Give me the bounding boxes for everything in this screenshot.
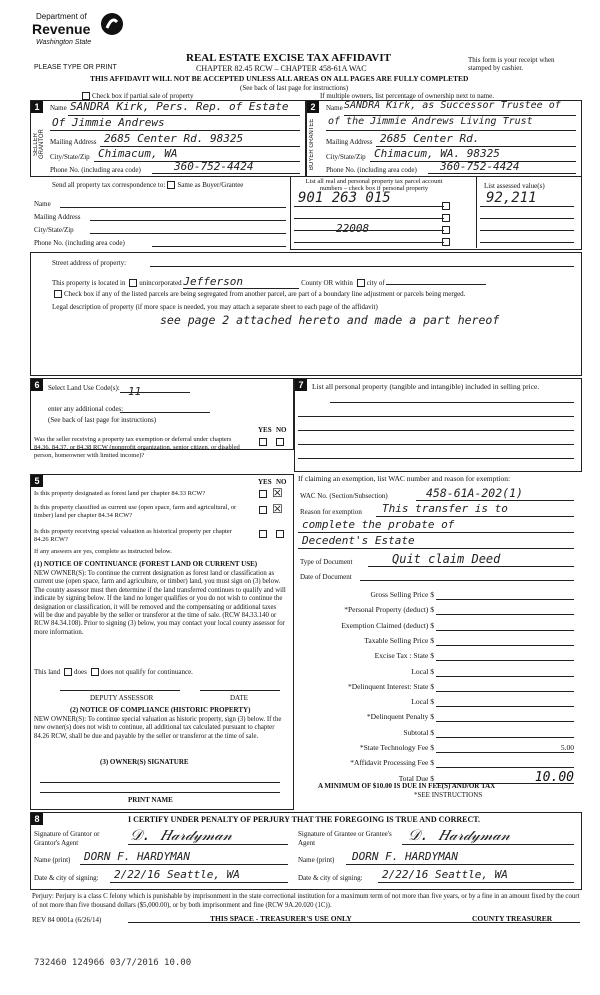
see-instructions: *SEE INSTRUCTIONS — [414, 791, 483, 799]
date-doc-label: Date of Document — [300, 573, 352, 581]
parcel-checkbox-1[interactable] — [442, 202, 450, 210]
tax-row-value[interactable]: 5.00 — [560, 743, 574, 752]
owner-sig-label: (3) OWNER(S) SIGNATURE — [100, 758, 189, 766]
corr-label: Send all property tax correspondence to: — [52, 181, 166, 189]
q3-yes[interactable] — [259, 506, 267, 514]
name-grantee[interactable]: DORN F. HARDYMAN — [352, 850, 458, 863]
county-value[interactable]: Jefferson — [183, 275, 299, 289]
sig-grantor[interactable]: 𝒟. 𝐻𝒶𝓇𝒹𝓎𝓂𝒶𝓃 — [130, 826, 233, 844]
please-type: PLEASE TYPE OR PRINT — [34, 64, 117, 71]
tax-row-label: *State Technology Fee $ — [359, 743, 434, 752]
perjury-text: Perjury: Perjury is a class C felony which is punishable by imprisonment in the state correctional institution for a maximum term of not more than five years, or by a fine in an amount fixed by the court of not more than five thousand dollars ($5,000.00), or by both imprisonment and fine (RCW 9A.20.020 (1C)). — [32, 893, 580, 909]
seller-side-label: SELLER GRANTOR — [33, 129, 45, 159]
section-1-badge: 1 — [31, 101, 43, 113]
county-label: County OR within — [301, 279, 353, 287]
minimum-text: A MINIMUM OF $10.00 IS DUE IN FEE(S) AND/OR TAX — [318, 782, 496, 790]
buyer-addr[interactable]: 2685 Center Rd. — [380, 132, 480, 145]
no-label-1: NO — [276, 426, 287, 434]
q1-yes[interactable] — [259, 438, 267, 446]
print-name-label: PRINT NAME — [128, 796, 173, 804]
unincorporated-checkbox[interactable] — [129, 279, 137, 287]
seller-addr-label: Mailing Address — [50, 138, 97, 146]
parcel-checkbox-2[interactable] — [442, 214, 450, 222]
parcel-checkbox-4[interactable] — [442, 238, 450, 246]
reason-value2[interactable]: complete the probate of — [302, 518, 455, 531]
doc-label: Type of Document — [300, 558, 353, 566]
section-2-badge: 2 — [307, 101, 319, 113]
tax-row-label: Taxable Selling Price $ — [364, 636, 434, 645]
seller-phone[interactable]: 360-752-4424 — [174, 160, 254, 173]
q3-text: Is this property classified as current use (open space, farm and agricultural, or timber) land per chapter 84.34 RCW? — [34, 504, 237, 519]
legal-label: Legal description of property (if more space is needed, you may attach a separate sheet to each page of the affidavit) — [52, 303, 378, 311]
legal-value[interactable]: see page 2 attached hereto and made a part hereof — [160, 313, 500, 327]
unincorporated-label: unincorporated — [139, 279, 182, 287]
corr-addr-label: Mailing Address — [34, 213, 81, 221]
landuse-seeback: (See back of last page for instructions) — [48, 416, 157, 424]
county-treasurer-label: COUNTY TREASURER — [472, 914, 553, 923]
buyer-name-label: Name — [326, 104, 343, 112]
street-label: Street address of property: — [52, 259, 127, 267]
qualify-label: qualify for continuance. — [125, 668, 193, 676]
footer-stamp: 732460 124966 03/7/2016 10.00 — [34, 958, 192, 968]
reason-value[interactable]: This transfer is to — [382, 502, 508, 515]
city-checkbox[interactable] — [357, 279, 365, 287]
q2-no-checked[interactable]: ☒ — [272, 486, 283, 500]
warning-line: THIS AFFIDAVIT WILL NOT BE ACCEPTED UNLESS ALL AREAS ON ALL PAGES ARE FULLY COMPLETED — [90, 74, 469, 83]
assessed-value[interactable]: 92,211 — [486, 190, 537, 206]
tax-row-label: Gross Selling Price $ — [370, 590, 434, 599]
does-label: does — [74, 668, 87, 676]
tax-row-label: *Delinquent Penalty $ — [366, 712, 434, 721]
landuse-label: Select Land Use Code(s): — [48, 384, 120, 392]
buyer-city[interactable]: Chimacum, WA. 98325 — [374, 147, 500, 160]
wac-value[interactable]: 458-61A-202(1) — [426, 486, 523, 500]
sig-grantee-label: Signature of Grantee or Grantee's Agent — [298, 830, 392, 847]
exemption-label: If claiming an exemption, list WAC number and reason for exemption: — [298, 474, 511, 483]
located-label: This property is located in — [52, 279, 126, 287]
receipt-note: This form is your receipt when stamped by cashier. — [468, 56, 555, 72]
personal-label: List all personal property (tangible and intangible) included in selling price. — [312, 382, 540, 391]
section-5-badge: 5 — [31, 475, 43, 487]
rev-label: REV 84 0001a (6/26/14) — [32, 916, 102, 924]
notice1-title: (1) NOTICE OF CONTINUANCE (FOREST LAND OR CURRENT USE) — [34, 560, 258, 568]
tax-row-label: Local $ — [411, 667, 434, 676]
buyer-city-label: City/State/Zip — [326, 153, 366, 161]
tax-row-label: Subtotal $ — [403, 728, 434, 737]
seller-city[interactable]: Chimacum, WA — [98, 147, 178, 160]
form-title: REAL ESTATE EXCISE TAX AFFIDAVIT — [186, 52, 391, 64]
tax-row-label: Excise Tax : State $ — [374, 651, 434, 660]
tax-row-label: Exemption Claimed (deduct) $ — [341, 621, 434, 630]
yes-label-1: YES — [258, 426, 272, 434]
wac-label: WAC No. (Section/Subsection) — [300, 492, 388, 500]
q1-text: Was the seller receiving a property tax exemption or deferral under chapters 84.36, 84.37, or 84.38 RCW (nonprofit organization, senior citizen, or disabled person, homeowner with limited income)? — [34, 436, 240, 459]
thisland-label: This land — [34, 668, 61, 676]
seller-name2[interactable]: Of Jimmie Andrews — [52, 116, 165, 129]
dept-line2: Revenue — [32, 21, 91, 37]
correspondence-label — [52, 181, 243, 189]
additional-codes-label: enter any additional codes: — [48, 405, 124, 413]
buyer-side-label: BUYER GRANTEE — [309, 118, 315, 170]
segregation-checkbox[interactable] — [54, 290, 62, 298]
date-city-label-2: Date & city of signing: — [298, 874, 363, 882]
tax-row-label: *Personal Property (deduct) $ — [344, 605, 434, 614]
section-8-badge: 8 — [31, 813, 43, 825]
seller-name[interactable]: SANDRA Kirk, Pers. Rep. of Estate — [70, 100, 289, 113]
seller-phone-label: Phone No. (including area code) — [50, 166, 141, 174]
certify-text: I CERTIFY UNDER PENALTY OF PERJURY THAT THE FOREGOING IS TRUE AND CORRECT. — [128, 815, 481, 824]
multiple-owners: If multiple owners, list percentage of ownership next to name. — [320, 92, 494, 100]
same-checkbox[interactable] — [167, 181, 175, 189]
q2-yes[interactable] — [259, 490, 267, 498]
q2-text: Is this property designated as forest land per chapter 84.33 RCW? — [34, 490, 206, 497]
ifany-text: If any answers are yes, complete as instructed below. — [34, 548, 172, 555]
q4-text: Is this property receiving special valuation as historical property per chapter 84.26 RCW? — [34, 528, 232, 543]
tax-row-label: Local $ — [411, 697, 434, 706]
parcel-checkbox-3[interactable] — [442, 226, 450, 234]
assessed-header: List assessed value(s) — [484, 182, 545, 190]
partial-label: Check box if partial sale of property — [92, 92, 194, 100]
q3-no-checked[interactable]: ☒ — [272, 502, 283, 516]
tax-row-value[interactable]: 10.00 — [534, 770, 574, 785]
sig-grantee[interactable]: 𝒟. 𝐻𝒶𝓇𝒹𝓎𝓂𝒶𝓃 — [408, 826, 511, 844]
date-city-label-1: Date & city of signing: — [34, 874, 99, 882]
buyer-addr-label: Mailing Address — [326, 138, 373, 146]
doesnot-label: does not — [100, 668, 125, 676]
name-print-label-2: Name (print) — [298, 856, 335, 864]
notice2-text: NEW OWNER(S): To continue special valuation as historic property, sign (3) below. If the new owner(s) does not wish to continue, all additional tax calculated pursuant to chapter 84.26 RCW, shall be due and payable by the seller or transferor at the time of sale. — [34, 716, 282, 740]
washington-seal-icon — [100, 12, 124, 36]
segregation-label: Check box if any of the listed parcels are being segregated from another parcel, are part of a boundary line adjustment or parcels being merged. — [64, 290, 466, 298]
buyer-name2[interactable]: of the Jimmie Andrews Living Trust — [328, 116, 533, 127]
located-line — [52, 275, 486, 289]
does-checkbox[interactable] — [64, 668, 72, 676]
seller-city-label: City/State/Zip — [50, 153, 90, 161]
dept-line1: Department of — [36, 12, 87, 21]
tax-row-label: Total Due $ — [398, 774, 434, 783]
date-grantee[interactable]: 2/22/16 Seattle, WA — [382, 868, 508, 881]
section-6-badge: 6 — [31, 379, 43, 391]
name-grantor[interactable]: DORN F. HARDYMAN — [84, 850, 190, 863]
corr-city-label: City/State/Zip — [34, 226, 74, 234]
corr-phone-label: Phone No. (including area code) — [34, 239, 125, 247]
reason-value3[interactable]: Decedent's Estate — [302, 534, 415, 547]
deputy-label: DEPUTY ASSESSOR — [90, 694, 154, 702]
buyer-phone-label: Phone No. (including area code) — [326, 166, 417, 174]
seller-name-label: Name — [50, 104, 67, 112]
corr-name-label: Name — [34, 200, 51, 208]
same-label: Same as Buyer/Grantee — [177, 181, 244, 189]
parcel-header: List all real and personal property tax parcel account numbers – check box if personal property — [305, 178, 443, 192]
sig-grantor-label: Signature of Grantor or Grantor's Agent — [34, 830, 100, 847]
doesnot-checkbox[interactable] — [91, 668, 99, 676]
q4-yes[interactable] — [259, 530, 267, 538]
date-grantor[interactable]: 2/22/16 Seattle, WA — [114, 868, 240, 881]
parcel-number[interactable]: 901 263 015 — [298, 190, 391, 206]
buyer-name[interactable]: SANDRA Kirk, as Successor Trustee of — [344, 100, 561, 111]
city-label: city of — [366, 279, 385, 287]
dept-line3: Washington State — [36, 39, 92, 46]
thisland-line — [34, 668, 193, 676]
tax-row-label: *Delinquent Interest: State $ — [347, 682, 434, 691]
doc-value[interactable]: Quit claim Deed — [392, 552, 501, 566]
reason-label: Reason for exemption — [300, 508, 362, 516]
date-label: DATE — [230, 694, 248, 702]
buyer-phone[interactable]: 360-752-4424 — [440, 160, 520, 173]
no-label-2: NO — [276, 478, 287, 486]
segregation-line — [52, 290, 465, 298]
yes-label-2: YES — [258, 478, 272, 486]
landuse-code[interactable]: 11 — [128, 385, 142, 398]
parcel-extra[interactable]: 22008 — [336, 222, 370, 235]
tax-row-label: *Affidavit Processing Fee $ — [350, 758, 434, 767]
see-back: (See back of last page for instructions) — [240, 84, 349, 92]
treasurer-label: THIS SPACE - TREASURER'S USE ONLY — [210, 914, 352, 923]
notice1-text: NEW OWNER(S): To continue the current designation as forest land or classification as current use (open space, farm and agriculture, or timber) land, you must sign on (3) below. The county assessor must then determine if the land transferred continues to qualify and will indicate by signing below. If the land no longer qualifies or you do not wish to continue the designation or classification, it will be removed and the compensating or additional taxes will be due and payable by the seller or transferor at the time of sale. (RCW 84.33.140 or RCW 84.34.108). Prior to signing (3) below, you may contact your local county assessor for more information. — [34, 570, 286, 636]
name-print-label-1: Name (print) — [34, 856, 71, 864]
seller-addr[interactable]: 2685 Center Rd. 98325 — [104, 132, 244, 145]
q4-no[interactable] — [276, 530, 284, 538]
dor-logo — [28, 10, 128, 52]
q1-no[interactable] — [276, 438, 284, 446]
form-chapter: CHAPTER 82.45 RCW – CHAPTER 458-61A WAC — [196, 64, 367, 73]
notice2-title: (2) NOTICE OF COMPLIANCE (HISTORIC PROPERTY) — [70, 706, 251, 714]
section-7-badge: 7 — [295, 379, 307, 391]
